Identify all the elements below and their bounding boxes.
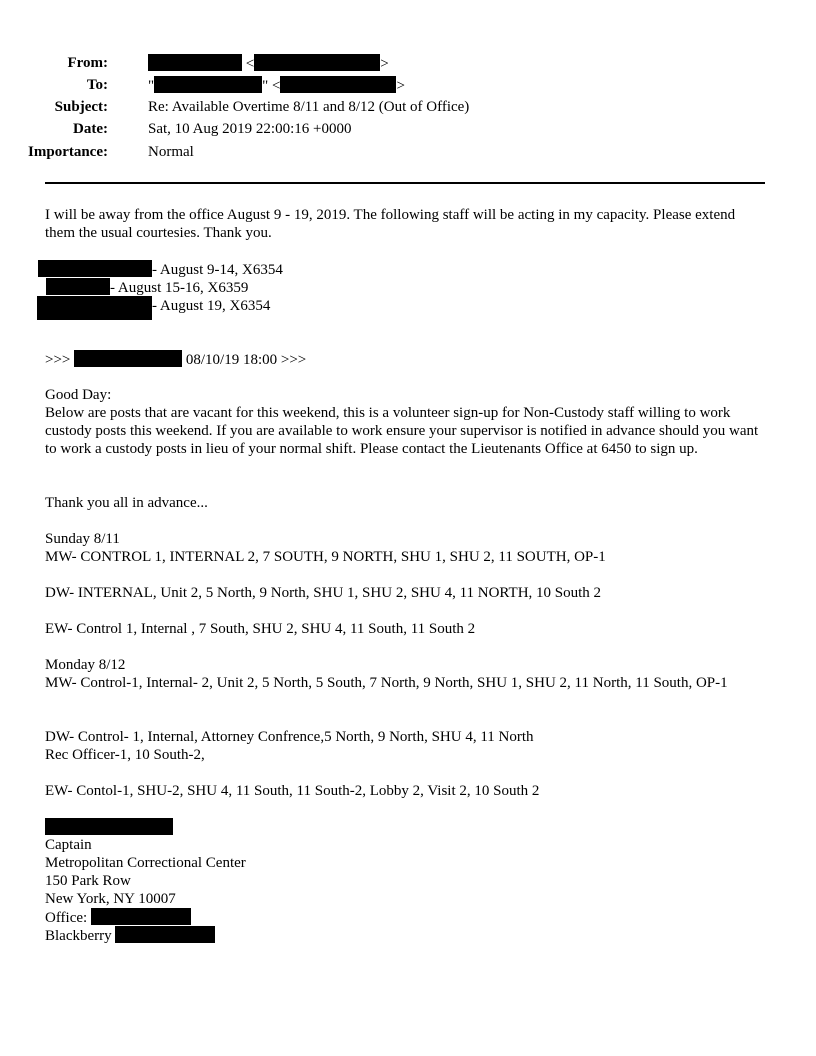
redaction-block <box>38 260 152 277</box>
angle-open: < <box>272 78 281 94</box>
redaction-block <box>91 908 191 925</box>
ooo-message: I will be away from the office August 9 - 19, 2019. The following staff will be acting in my capacity. Please extend them the usual courtesies. Thank you. <box>45 207 736 241</box>
greeting: Good Day: <box>45 387 112 403</box>
redaction-block <box>154 76 262 93</box>
quote-header <box>45 350 306 369</box>
date-label: Date: <box>73 121 108 137</box>
from-value <box>148 54 389 73</box>
acting-dates-1: - August 9-14, X6354 <box>152 262 283 278</box>
redaction-block <box>254 54 380 71</box>
blackberry-label: Blackberry <box>45 928 112 944</box>
subject-label: Subject: <box>54 99 108 115</box>
to-label: To: <box>86 77 108 93</box>
header-divider <box>45 182 765 184</box>
signature-office <box>45 908 191 927</box>
acting-dates-2: - August 15-16, X6359 <box>110 280 249 296</box>
monday-heading: Monday 8/12 <box>45 657 126 673</box>
office-label: Office: <box>45 910 88 926</box>
sunday-heading: Sunday 8/11 <box>45 531 120 547</box>
quote-timestamp: 08/10/19 18:00 >>> <box>185 352 307 368</box>
signature-blackberry <box>45 926 215 945</box>
importance-label: Importance: <box>28 144 108 160</box>
sunday-dw: DW- INTERNAL, Unit 2, 5 North, 9 North, SHU 1, SHU 2, SHU 4, 11 NORTH, 10 South 2 <box>45 585 602 601</box>
quote-close: " <box>262 78 269 94</box>
quote-prefix: >>> <box>45 352 71 368</box>
monday-ew: EW- Contol-1, SHU-2, SHU 4, 11 South, 11 South-2, Lobby 2, Visit 2, 10 South 2 <box>45 783 540 799</box>
acting-row-3 <box>37 296 270 320</box>
to-value <box>148 76 405 95</box>
from-label: From: <box>67 55 108 71</box>
quote-open: " <box>148 78 155 94</box>
signature-org: Metropolitan Correctional Center <box>45 855 246 871</box>
signature-city: New York, NY 10007 <box>45 891 176 907</box>
redaction-block <box>45 818 173 835</box>
thanks-line: Thank you all in advance... <box>45 495 208 511</box>
importance-value: Normal <box>148 144 194 160</box>
acting-row-2 <box>46 278 248 297</box>
redaction-block <box>115 926 215 943</box>
signature-name <box>45 818 173 837</box>
acting-row-1 <box>38 260 283 279</box>
monday-mw: MW- Control-1, Internal- 2, Unit 2, 5 North, 5 South, 7 North, 9 North, SHU 1, SHU 2, 11 North, 11 South, OP-1 <box>45 675 728 691</box>
redaction-block <box>37 296 152 320</box>
signature-street: 150 Park Row <box>45 873 131 889</box>
redaction-block <box>74 350 182 367</box>
signature-title: Captain <box>45 837 92 853</box>
redaction-block <box>280 76 396 93</box>
angle-open: < <box>245 56 255 72</box>
angle-close: > <box>380 56 389 72</box>
sunday-mw: MW- CONTROL 1, INTERNAL 2, 7 SOUTH, 9 NORTH, SHU 1, SHU 2, 11 SOUTH, OP-1 <box>45 549 606 565</box>
intro-paragraph: Below are posts that are vacant for this weekend, this is a volunteer sign-up for Non-Custody staff willing to work custody posts this weekend. If you are available to work ensure your supervisor is notified in advance should you want to work a custody posts in lieu of your normal shift. Please contact the Lieutenants Office at 6450 to sign up. <box>45 405 759 457</box>
redaction-block <box>148 54 242 71</box>
redaction-block <box>46 278 110 295</box>
subject-value: Re: Available Overtime 8/11 and 8/12 (Out of Office) <box>148 99 470 115</box>
monday-dw-continued: Rec Officer-1, 10 South-2, <box>45 747 205 763</box>
date-value: Sat, 10 Aug 2019 22:00:16 +0000 <box>148 121 352 137</box>
monday-dw: DW- Control- 1, Internal, Attorney Confrence,5 North, 9 North, SHU 4, 11 North <box>45 729 534 745</box>
sunday-ew: EW- Control 1, Internal , 7 South, SHU 2, SHU 4, 11 South, 11 South 2 <box>45 621 476 637</box>
angle-close: > <box>396 78 405 94</box>
acting-dates-3: - August 19, X6354 <box>152 298 271 314</box>
